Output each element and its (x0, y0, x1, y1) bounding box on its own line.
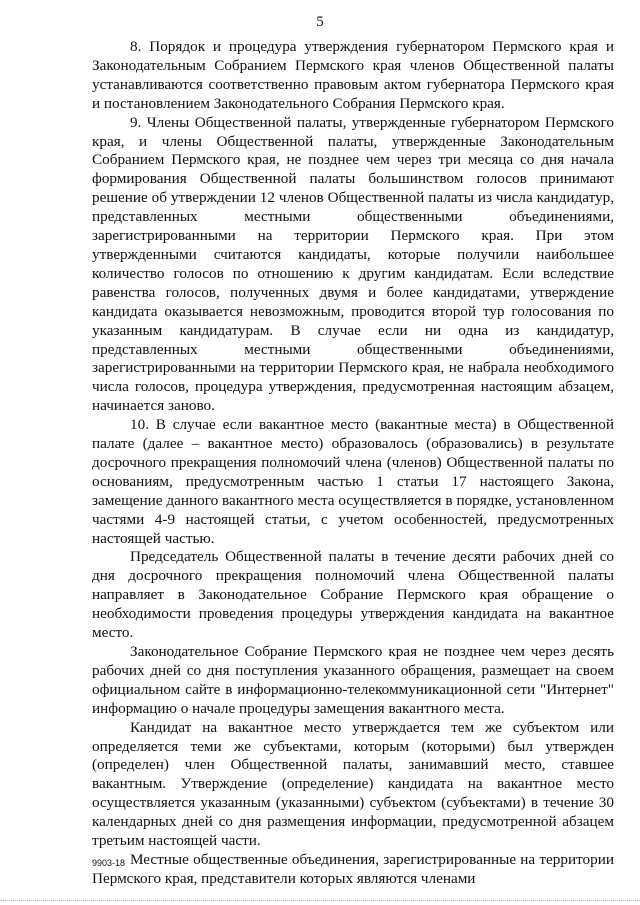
paragraph-10-chairman: Председатель Общественной палаты в течение десяти рабочих дней со дня досрочного прекращения полномочий члена Общественной палаты направляет в Законодательное Собрание Пермского края обращение о необходимости проведения процедуры утверждения кандидата на вакантное место. (92, 548, 614, 642)
paragraph-10-associations: Местные общественные объединения, зарегистрированные на территории Пермского края, представители которых являются членами (92, 850, 614, 887)
paragraph-10: 10. В случае если вакантное место (вакантные места) в Общественной палате (далее – вакантное место) образовалось (образовались) в результате досрочного прекращения полномочий члена (членов) Общественной палаты по основаниям, предусмотренным частью 1 статьи 17 настоящего Закона, замещение данного вакантного места осуществляется в порядке, установленном частями 4-9 настоящей статьи, с учетом особенностей, предусмотренных настоящей частью. (92, 416, 614, 547)
page-bottom-rule (0, 900, 640, 901)
document-code: 9903-18 (92, 858, 126, 868)
paragraph-10-assembly: Законодательное Собрание Пермского края не позднее чем через десять рабочих дней со дня поступления указанного обращения, размещает на своем официальном сайте в информационно-телекоммуникационной сети "Интернет" информацию о начале процедуры замещения вакантного места. (92, 643, 614, 717)
paragraph-10-candidate: Кандидат на вакантное место утверждается тем же субъектом или определяется теми же субъектами, которым (которыми) был утвержден (определен) член Общественной палаты, занимавший место, ставшее вакантным. Утверждение (определение) кандидата на вакантное место осуществляется указанным (указанными) субъектом (субъектами) в течение 30 календарных дней со дня размещения информации, предусмотренной абзацем третьим настоящей части. (92, 718, 614, 850)
paragraph-9: 9. Члены Общественной палаты, утвержденные губернатором Пермского края, и члены Общественной палаты, утвержденные Законодательным Собранием Пермского края, не позднее чем через три месяца со дня начала формирования Общественной палаты большинством голосов принимают решение об утверждении 12 членов Общественной палаты из числа кандидатур, представленных местными общественными объединениями, зарегистрированными на территории Пермского края. При этом утвержденными считаются кандидаты, которые получили наибольшее количество голосов по отношению к другим кандидатам. Если вследствие равенства голосов, полученных двумя и более кандидатами, утверждение кандидата оказывается невозможным, проводится второй тур голосования по указанным кандидатурам. В случае если ни одна из кандидатур, представленных местными общественными объединениями, зарегистрированными на территории Пермского края, не набрала необходимого числа голосов, процедура утверждения, предусмотренная настоящим абзацем, начинается заново. (92, 113, 614, 415)
paragraph-8: 8. Порядок и процедура утверждения губернатором Пермского края и Законодательным Собранием Пермского края членов Общественной палаты устанавливаются соответственно правовым актом губернатора Пермского края и постановлением Законодательного Собрания Пермского края. (92, 38, 614, 112)
document-body (92, 38, 614, 889)
page-number: 5 (316, 14, 324, 30)
